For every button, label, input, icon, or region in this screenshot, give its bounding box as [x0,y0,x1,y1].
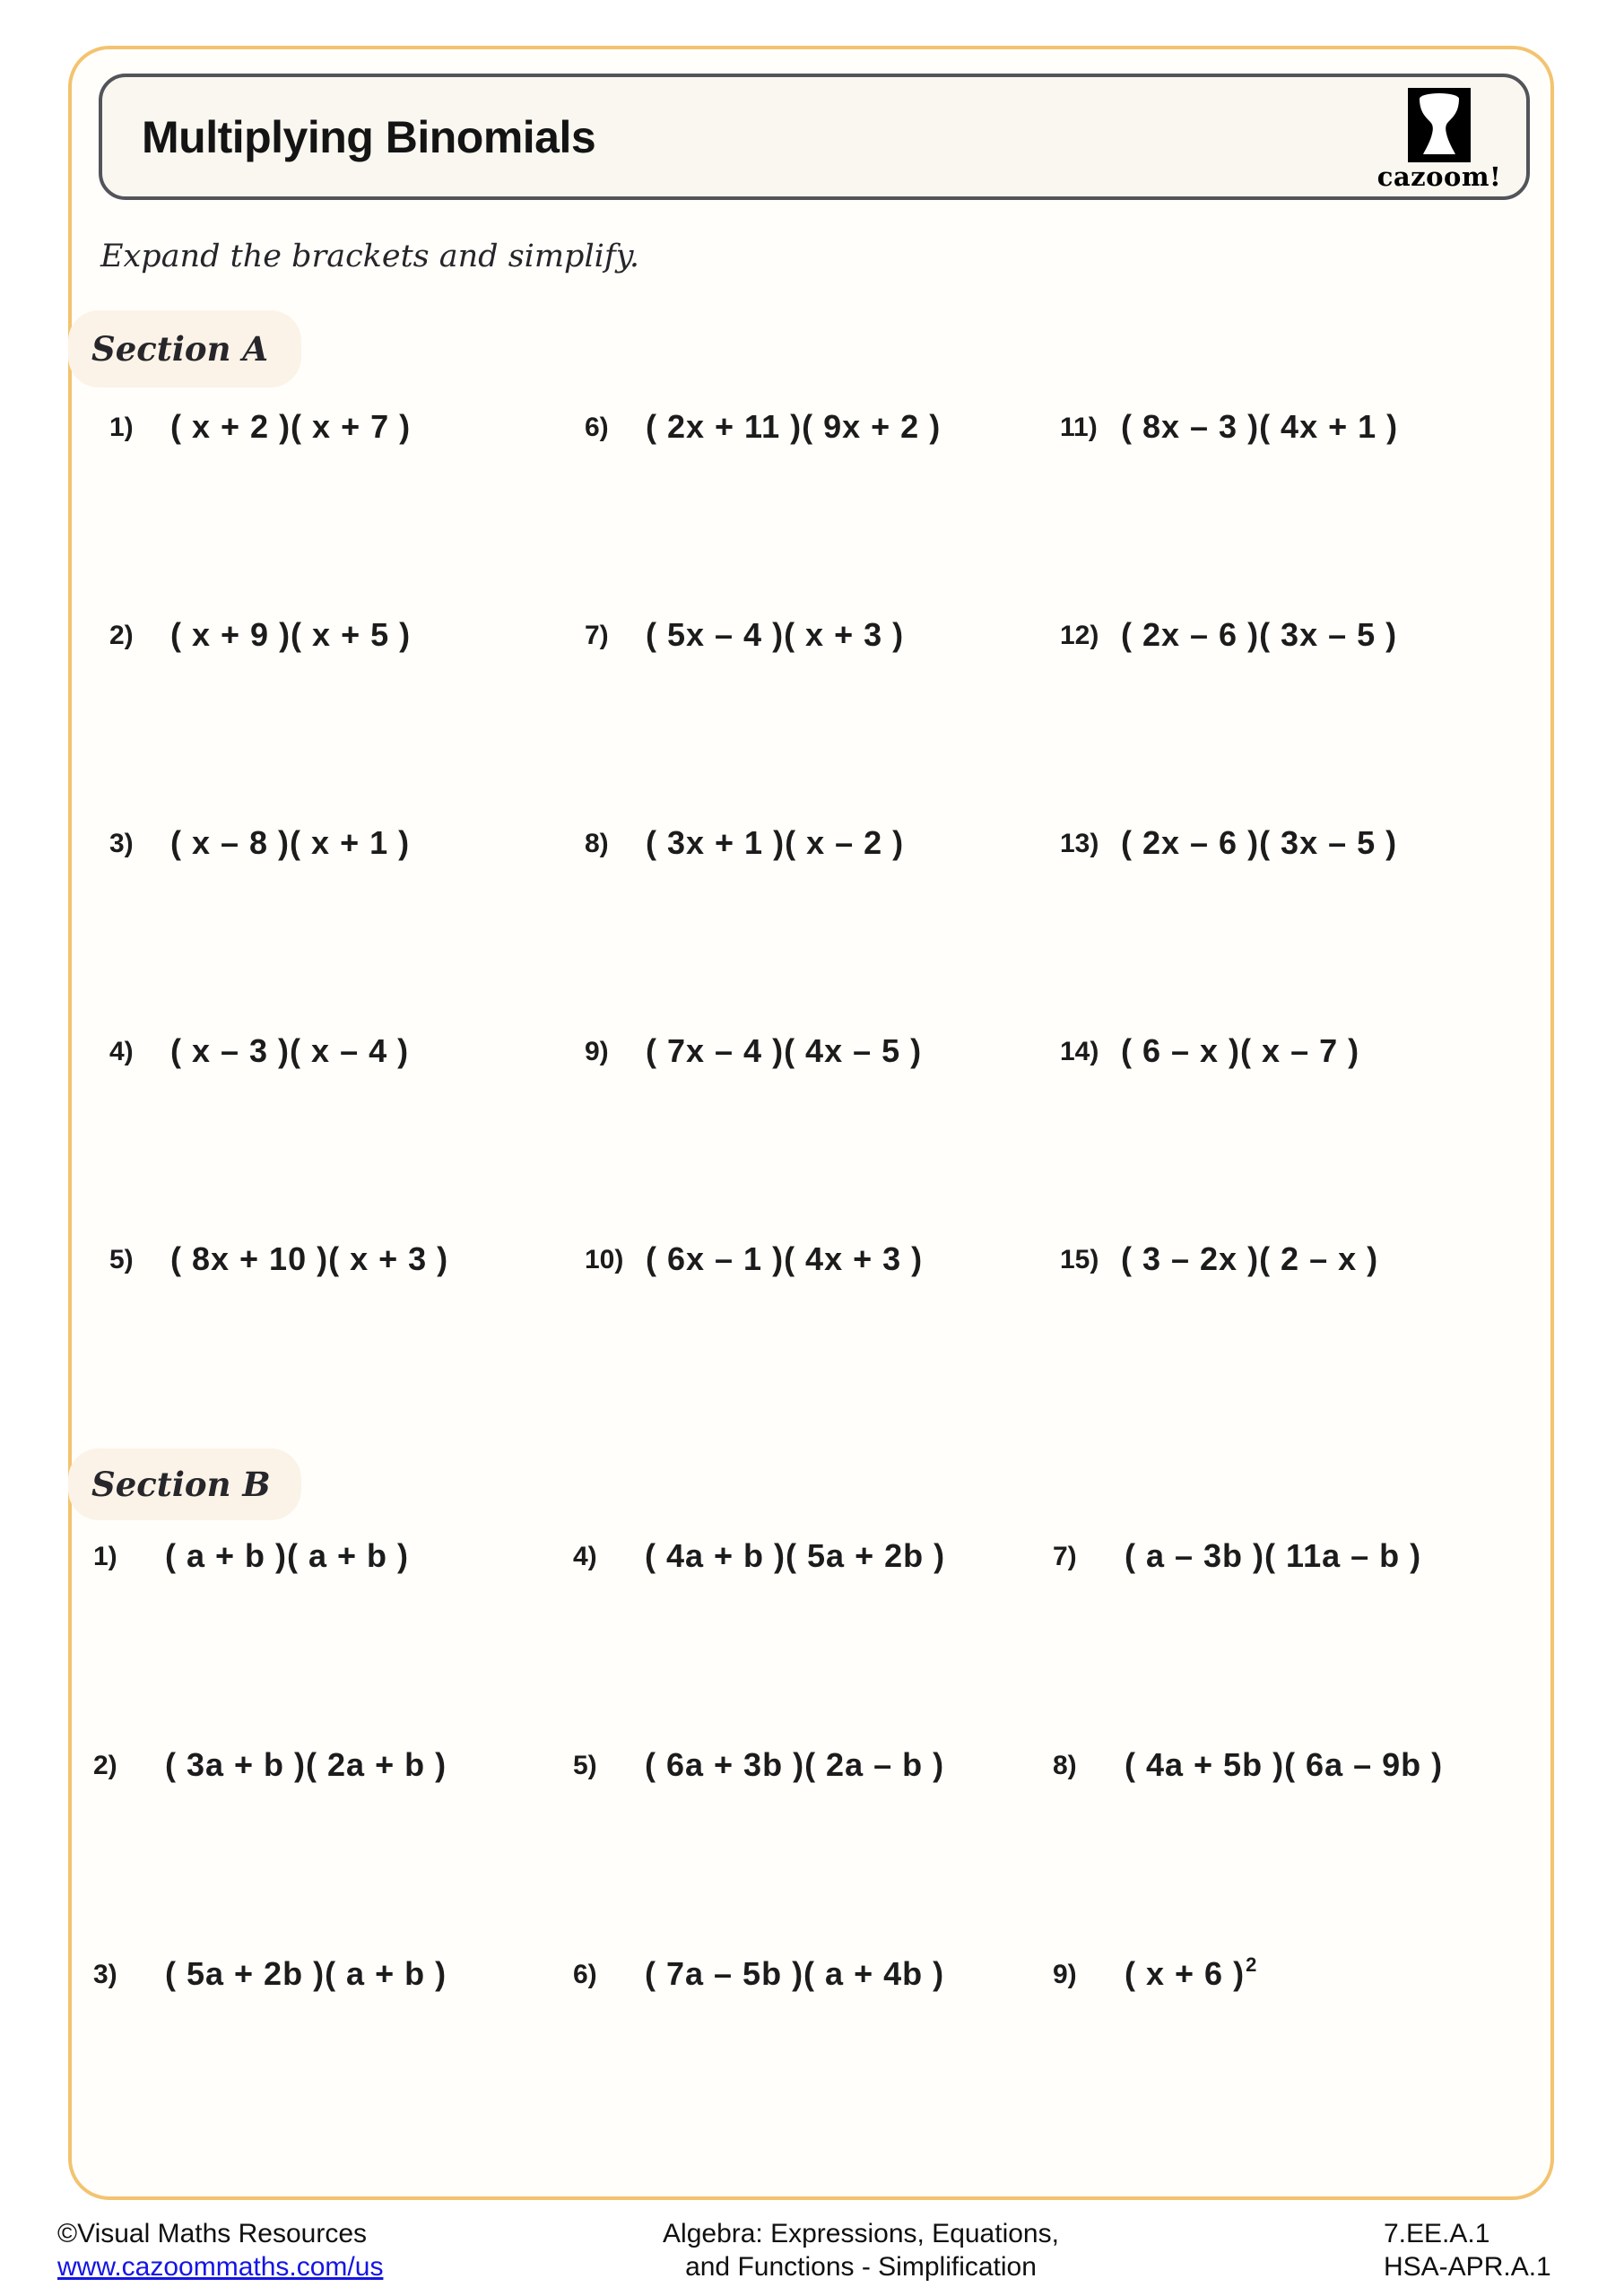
problem-item [1060,824,1535,1032]
problem-item [573,1955,1053,2164]
problem-number: 13) [1060,829,1099,858]
problem-number: 14) [1060,1037,1099,1066]
problem-item [585,1032,1060,1240]
problem-item [1053,1537,1533,1746]
drum-icon [1408,88,1471,162]
section-a-problems [109,408,1535,1448]
logo-wordmark: cazoom! [1376,161,1502,192]
problem-number: 12) [1060,621,1099,650]
instruction-text: Expand the brackets and simplify. [100,239,640,274]
problem-number: 9) [585,1037,609,1066]
problem-expression: ( a + b )( a + b ) [165,1537,410,1574]
problem-number: 4) [109,1037,134,1066]
footer-standards [1384,2217,1551,2283]
section-b-problems [93,1537,1533,2164]
problem-number: 5) [573,1751,597,1780]
problem-expression: ( x + 2 )( x + 7 ) [170,408,412,445]
problem-item [1060,408,1535,616]
footer-topic-line1: Algebra: Expressions, Equations, [663,2219,1059,2248]
problem-number: 3) [109,829,134,858]
problem-expression: ( 5x – 4 )( x + 3 ) [646,616,905,653]
problem-number: 6) [573,1960,597,1989]
problem-expression: ( 6x – 1 )( 4x + 3 ) [646,1240,924,1277]
section-b-label: Section B [91,1465,271,1504]
problem-expression: ( 5a + 2b )( a + b ) [165,1955,447,1992]
problem-expression: ( 6a + 3b )( 2a – b ) [645,1746,945,1783]
problem-number: 9) [1053,1960,1077,1989]
problem-number: 5) [109,1245,134,1274]
exponent: 2 [1246,1953,1258,1976]
problem-expression: ( 4a + b )( 5a + 2b ) [645,1537,946,1574]
problem-expression: ( 7a – 5b )( a + 4b ) [645,1955,945,1992]
problem-item [1060,1032,1535,1240]
problem-expression: ( 7x – 4 )( 4x – 5 ) [646,1032,923,1069]
footer-left [57,2217,383,2283]
title-box [99,74,1530,200]
problem-item [1060,1240,1535,1448]
problem-expression: ( 2x – 6 )( 3x – 5 ) [1121,616,1398,653]
problem-item [573,1537,1053,1746]
problem-item [1053,1746,1533,1955]
problem-item [585,824,1060,1032]
problem-expression: ( 2x + 11 )( 9x + 2 ) [646,408,942,445]
problem-number: 8) [1053,1751,1077,1780]
page-title: Multiplying Binomials [142,111,596,162]
problem-number: 4) [573,1542,597,1571]
problem-item [1060,616,1535,824]
problem-item [573,1746,1053,1955]
problem-expression: ( x + 9 )( x + 5 ) [170,616,412,653]
problem-item [93,1746,573,1955]
problem-expression: ( 2x – 6 )( 3x – 5 ) [1121,824,1398,861]
problem-number: 15) [1060,1245,1099,1274]
problem-number: 10) [585,1245,624,1274]
problem-expression: ( 4a + 5b )( 6a – 9b ) [1125,1746,1444,1783]
problem-number: 3) [93,1960,117,1989]
problem-item [585,616,1060,824]
problem-item [93,1537,573,1746]
cazoom-logo [1372,88,1507,191]
problem-expression: ( 8x + 10 )( x + 3 ) [170,1240,449,1277]
problem-expression: ( a – 3b )( 11a – b ) [1125,1537,1422,1574]
problem-item [585,1240,1060,1448]
problem-expression: ( x – 8 )( x + 1 ) [170,824,411,861]
problem-item [109,1240,585,1448]
problem-item [93,1955,573,2164]
problem-expression: ( 3 – 2x )( 2 – x ) [1121,1240,1379,1277]
problem-number: 7) [585,621,609,650]
problem-expression: ( 6 – x )( x – 7 ) [1121,1032,1360,1069]
problem-number: 11) [1060,413,1098,442]
copyright-text: ©Visual Maths Resources [57,2219,368,2248]
problem-expression: ( 8x – 3 )( 4x + 1 ) [1121,408,1399,445]
problem-expression: ( 3x + 1 )( x – 2 ) [646,824,905,861]
problem-number: 7) [1053,1542,1077,1571]
problem-item [109,1032,585,1240]
website-link[interactable]: www.cazoommaths.com/us [57,2252,384,2282]
problem-number: 6) [585,413,609,442]
problem-item [1053,1955,1533,2164]
standards-code-2: HSA-APR.A.1 [1384,2252,1551,2282]
problem-number: 8) [585,829,609,858]
problem-item [109,616,585,824]
problem-expression: ( 3a + b )( 2a + b ) [165,1746,447,1783]
footer-topic [592,2217,1130,2283]
problem-item [109,408,585,616]
problem-number: 1) [93,1542,117,1571]
section-b-header [68,1448,301,1520]
problem-expression: ( x – 3 )( x – 4 ) [170,1032,410,1069]
problem-item [109,824,585,1032]
section-a-header [68,310,301,387]
footer-topic-line2: and Functions - Simplification [685,2252,1037,2282]
standards-code-1: 7.EE.A.1 [1384,2219,1490,2248]
problem-item [585,408,1060,616]
problem-expression: ( x + 6 )$^2$ [1125,1953,1258,1992]
problem-number: 2) [109,621,134,650]
problem-number: 2) [93,1751,117,1780]
section-a-label: Section A [91,329,269,369]
problem-number: 1) [109,413,134,442]
